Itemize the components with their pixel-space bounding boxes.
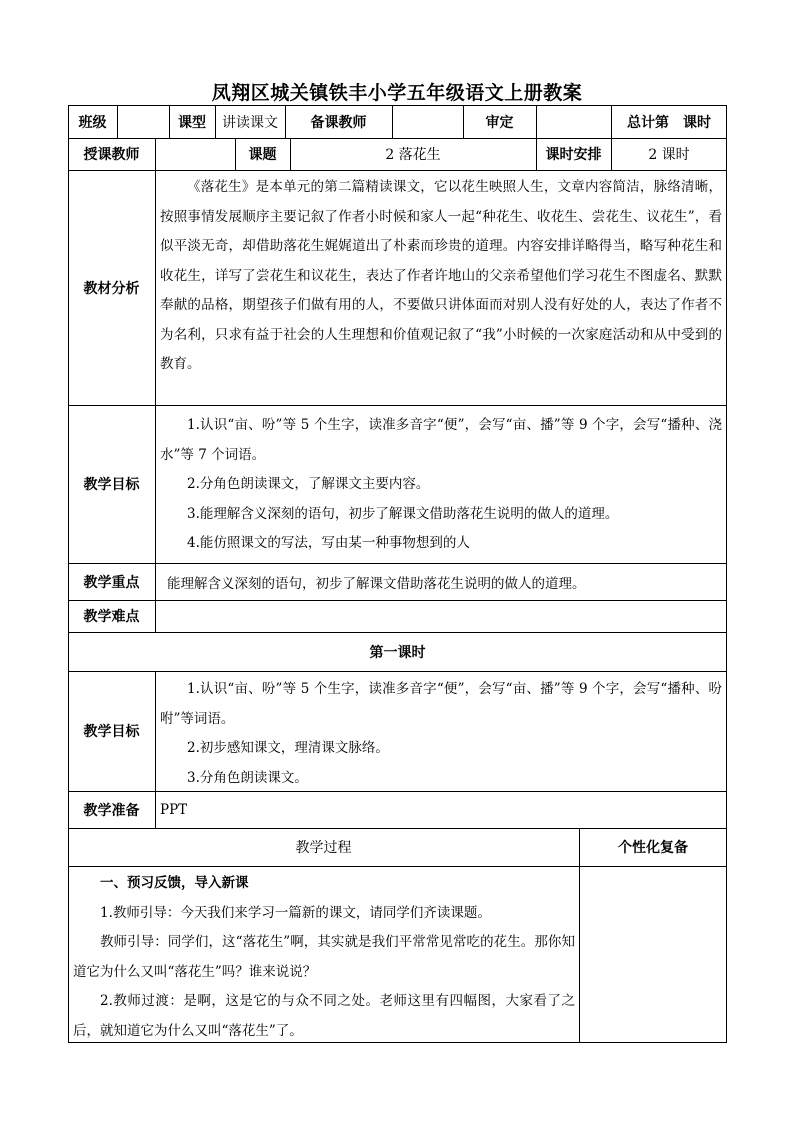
goal-item: 1.认识“亩、吩”等 5 个生字，读准多音字“便”，会写“亩、播”等 9 个字，会写“播种、浇水”等 7 个词语。 <box>160 417 722 463</box>
teacher-value <box>155 138 235 170</box>
prep-teacher-label: 备课教师 <box>310 114 367 131</box>
row-divider <box>68 671 727 672</box>
key-points-label: 教学重点 <box>83 574 140 591</box>
prep-teacher-value <box>392 105 463 138</box>
total-hours-label: 总计第 课时 <box>627 114 711 131</box>
lesson1-goal-item: 3.分角色朗读课文。 <box>187 769 308 786</box>
process-header: 教学过程 <box>295 840 352 856</box>
review-label: 审定 <box>485 114 514 131</box>
teacher-label: 授课教师 <box>83 147 140 163</box>
process-paragraph: 2.教师过渡：是啊，这是它的与众不同之处。老师这里有四幅图，大家看了之后，就知道它为什么又叫“落花生”了。 <box>73 993 575 1039</box>
class-value <box>117 105 169 138</box>
schedule-label: 课时安排 <box>545 147 602 163</box>
personal-prep-header: 个性化复备 <box>618 840 688 856</box>
goal-item: 2.分角色朗读课文，了解课文主要内容。 <box>187 476 430 492</box>
lesson-type-value: 讲读课文 <box>222 114 278 131</box>
goals-label: 教学目标 <box>83 477 140 493</box>
row-divider <box>68 866 727 867</box>
prep-label: 教学准备 <box>83 802 140 819</box>
lesson1-goals-list <box>160 675 722 793</box>
col-divider <box>155 671 156 828</box>
goal-item: 4.能仿照课文的写法，写由某一种事物想到的人 <box>187 535 470 551</box>
schedule-value: 2 课时 <box>648 147 690 163</box>
col-divider <box>155 170 156 632</box>
goal-item: 3.能理解含义深刻的语句，初步了解课文借助落花生说明的做人的道理。 <box>187 505 619 522</box>
class-label: 班级 <box>78 114 107 131</box>
process-section-title: 一、预习反馈，导入新课 <box>100 875 249 891</box>
process-paragraph: 1.教师引导：今天我们来学习一篇新的课文，请同学们齐读课题。 <box>100 904 491 921</box>
process-content <box>73 869 575 1046</box>
document-title: 凤翔区城关镇铁丰小学五年级语文上册教案 <box>211 82 583 104</box>
row-divider <box>68 405 727 406</box>
process-paragraph: 教师引导：同学们，这“落花生”啊，其实就是我们平常常见常吃的花生。那你知道它为什么又叫“落花生”吗？谁来说说？ <box>73 934 575 980</box>
prep-value: PPT <box>160 801 188 818</box>
lesson-type-label: 课型 <box>178 114 206 131</box>
goals-list <box>160 411 722 559</box>
review-value <box>536 105 611 138</box>
analysis-paragraph: 《落花生》是本单元的第二篇精读课文，它以花生映照人生，文章内容简洁，脉络清晰，按照事情发展顺序主要记叙了作者小时候和家人一起“种花生、收花生、尝花生、议花生”，看似平淡无奇，却借助落花生娓娓道出了朴素而珍贵的道理。内容安排详略得当，略写种花生和收花生，详写了尝花生和议花生，表达了作者许地山的父亲希望他们学习花生不图虚名、默默奉献的品格，期望孩子们做有用的人，不要做只讲体面而对别人没有好处的人，表达了作者不为名利，只求有益于社会的人生理想和价值观记叙了“我”小时候的一次家庭活动和从中受到的教育。 <box>160 179 722 372</box>
difficulties-text <box>160 600 722 632</box>
analysis-text <box>160 173 722 380</box>
analysis-label: 教材分析 <box>83 280 140 297</box>
row-divider <box>68 170 727 171</box>
lesson1-heading: 第一课时 <box>369 644 426 661</box>
difficulties-label: 教学难点 <box>83 609 140 625</box>
topic-label: 课题 <box>248 147 277 163</box>
lesson1-goal-item: 1.认识“亩、吩”等 5 个生字，读准多音字“便”，会写“亩、播”等 9 个字，会写“播种、吩咐”等词语。 <box>160 681 722 727</box>
topic-value: 2 落花生 <box>385 147 441 163</box>
lesson1-goals-label: 教学目标 <box>83 724 140 740</box>
lesson1-goal-item: 2.初步感知课文，理清课文脉络。 <box>187 740 389 756</box>
key-points-text: 能理解含义深刻的语句，初步了解课文借助落花生说明的做人的道理。 <box>167 575 586 592</box>
